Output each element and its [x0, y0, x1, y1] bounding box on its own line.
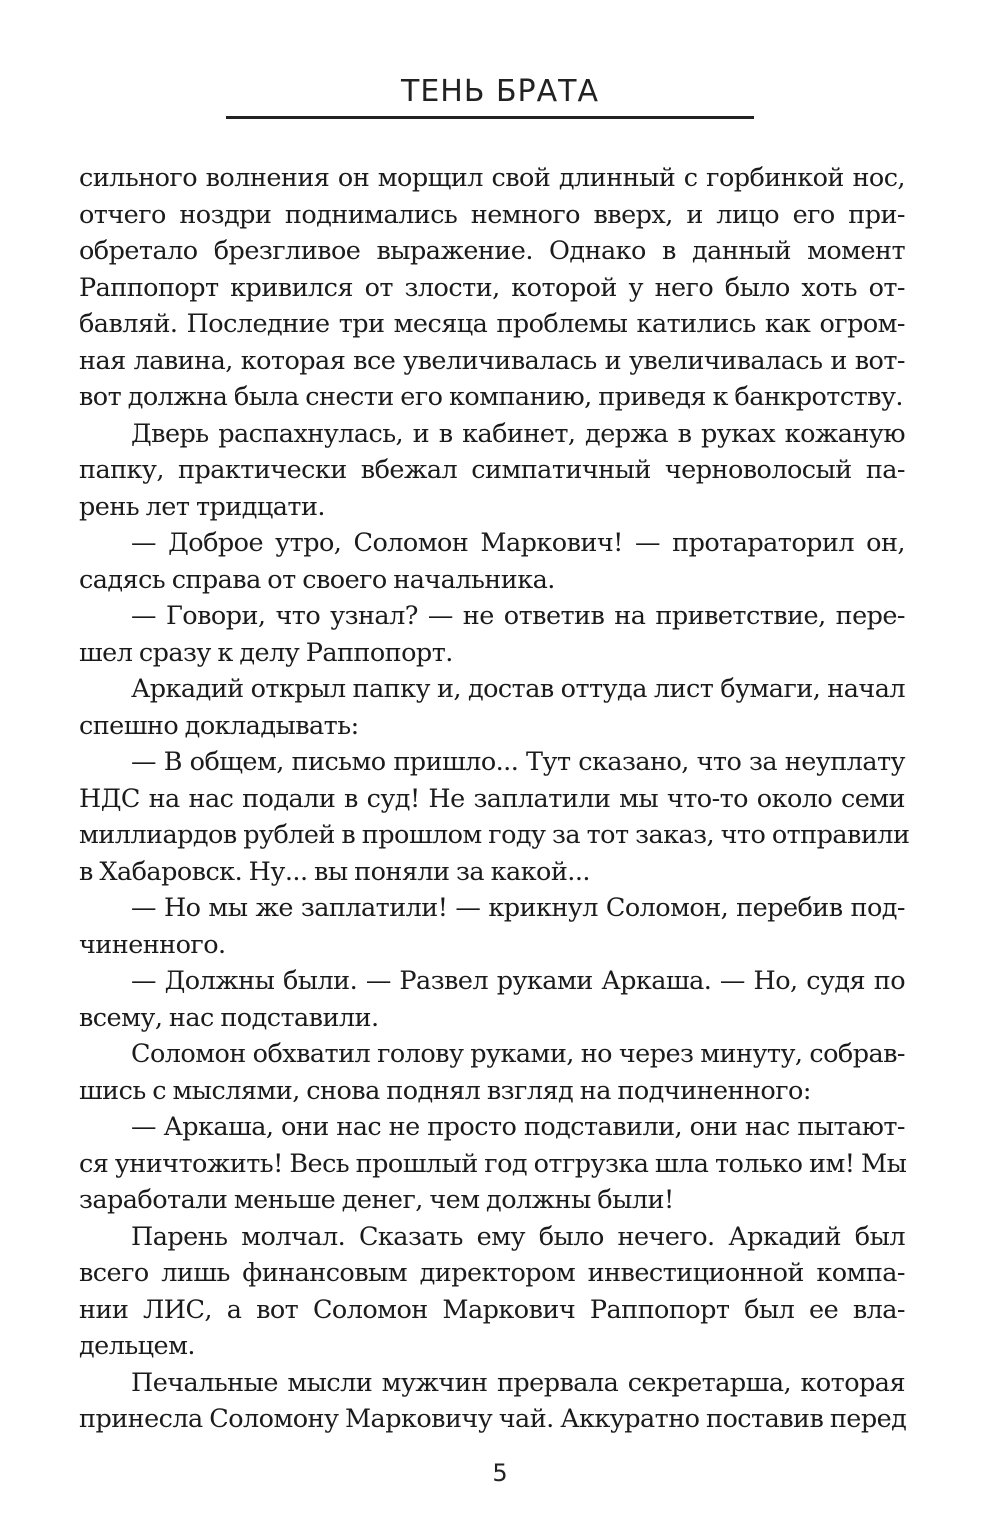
text-line: — Но мы же заплатили! — крикнул Соломон, перебив под- [131, 893, 905, 923]
text-line: шись с мыслями, снова поднял взгляд на подчиненного: [79, 1075, 811, 1106]
text-line: отчего ноздри поднимались немного вверх, и лицо его при- [79, 199, 905, 230]
text-line: обретало брезгливое выражение. Однако в данный момент [79, 236, 905, 266]
text-line: Печальные мысли мужчин прервала секретарша, которая [131, 1367, 905, 1398]
text-line: Раппопорт кривился от злости, которой у него было хоть от- [79, 272, 905, 303]
text-line: — Доброе утро, Соломон Маркович! — протараторил он, [131, 528, 905, 558]
text-line: — В общем, письмо пришло... Тут сказано, что за неуплату [131, 747, 905, 777]
paragraph [79, 160, 905, 416]
paragraph [79, 1365, 905, 1438]
text-line: всего лишь финансовым директором инвестиционной компа- [79, 1258, 905, 1288]
text-line: вот должна была снести его компанию, приведя к банкротству. [79, 382, 903, 412]
paragraph [79, 1036, 905, 1109]
text-line: Аркадий открыл папку и, достав оттуда лист бумаги, начал [131, 674, 905, 704]
text-line: рень лет тридцати. [79, 491, 325, 522]
text-line: садясь справа от своего начальника. [79, 564, 555, 595]
text-line: нии ЛИС, а вот Соломон Маркович Раппопорт был ее вла- [79, 1294, 905, 1325]
paragraph [79, 963, 905, 1036]
text-line: заработали меньше денег, чем должны были! [79, 1185, 674, 1215]
paragraph [79, 416, 905, 526]
paragraph [79, 744, 910, 890]
text-line: чиненного. [79, 929, 226, 960]
text-line: — Говори, что узнал? — не ответив на приветствие, пере- [131, 601, 905, 631]
text-line: Дверь распахнулась, и в кабинет, держа в руках кожаную [131, 418, 905, 449]
running-title: ТЕНЬ БРАТА [401, 74, 599, 109]
text-line: спешно докладывать: [79, 710, 359, 741]
text-line: — Аркаша, они нас не просто подставили, они нас пытают- [131, 1112, 905, 1142]
body-text [79, 160, 910, 1438]
paragraph [79, 890, 905, 963]
text-line: НДС на нас подали в суд! Не заплатили мы что-то около семи [79, 783, 905, 814]
page-number: 5 [492, 1459, 508, 1487]
text-line: — Должны были. — Развел руками Аркаша. — Но, судя по [131, 966, 905, 996]
text-line: сильного волнения он морщил свой длинный с горбинкой нос, [79, 163, 905, 193]
text-line: принесла Соломону Марковичу чай. Аккуратно поставив перед [79, 1404, 907, 1434]
paragraph [79, 1109, 905, 1219]
paragraph [79, 671, 905, 744]
text-line: ная лавина, которая все увеличивалась и увеличивалась и вот- [79, 345, 905, 376]
text-line: папку, практически вбежал симпатичный черноволосый па- [79, 455, 905, 485]
text-line: шел сразу к делу Раппопорт. [79, 637, 453, 668]
text-line: бавляй. Последние три месяца проблемы катились как огром- [79, 309, 905, 339]
text-line: Соломон обхватил голову руками, но через минуту, собрав- [131, 1039, 905, 1069]
paragraph [79, 598, 905, 671]
text-line: Парень молчал. Сказать ему было нечего. Аркадий был [131, 1221, 905, 1252]
paragraph [79, 525, 905, 598]
text-line: миллиардов рублей в прошлом году за тот заказ, что отправили [79, 820, 910, 850]
header-rule [226, 116, 754, 119]
text-line: всему, нас подставили. [79, 1002, 379, 1033]
paragraph [79, 1219, 905, 1365]
text-line: дельцем. [79, 1331, 195, 1361]
text-line: в Хабаровск. Ну... вы поняли за какой... [79, 856, 590, 887]
text-line: ся уничтожить! Весь прошлый год отгрузка шла только им! Мы [79, 1148, 907, 1179]
